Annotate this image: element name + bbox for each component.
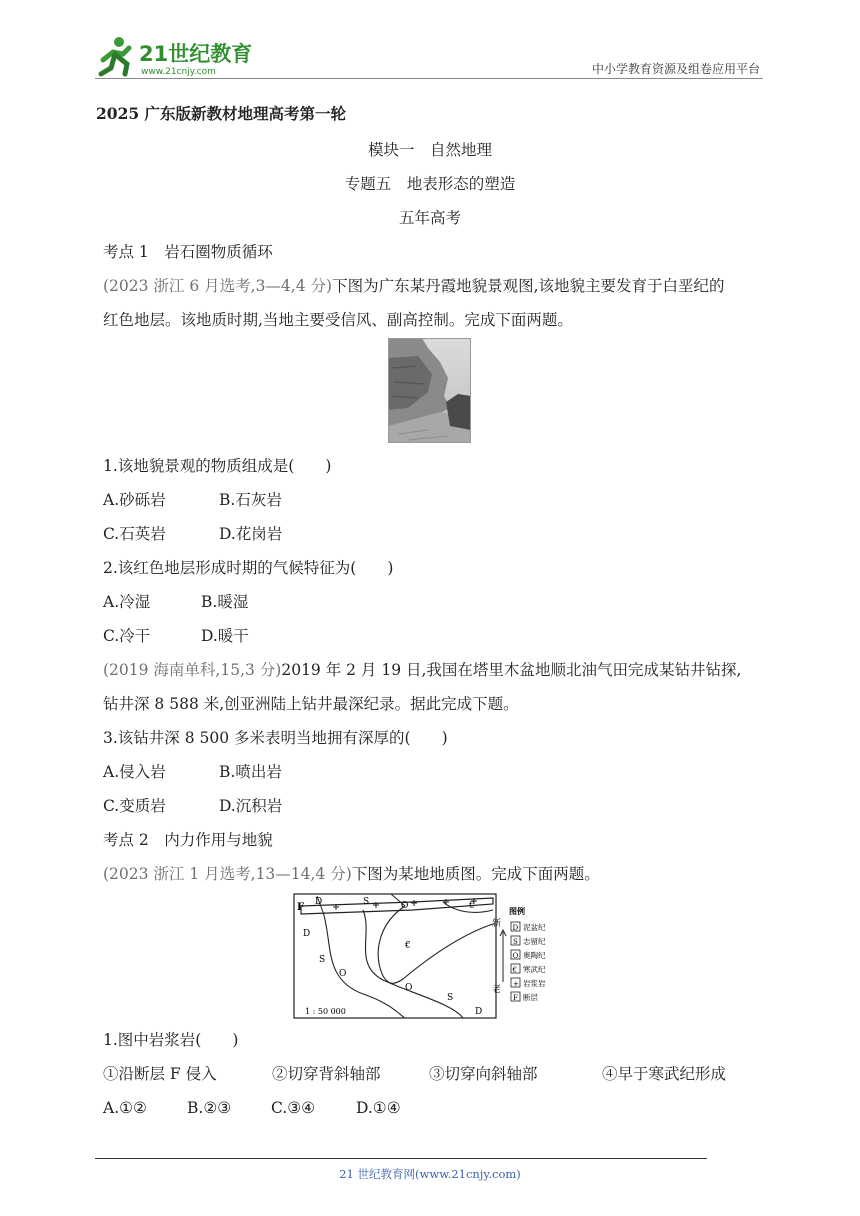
src3-text: 下图为某地地质图。完成下面两题。 bbox=[351, 865, 600, 883]
module-title: 模块一 自然地理 bbox=[367, 141, 492, 159]
region-o-left: O bbox=[339, 969, 347, 979]
footer-divider bbox=[95, 1158, 707, 1159]
legend-item-magma bbox=[511, 978, 546, 988]
src1-tag: (2023 浙江 6 月选考,3—4,4 分) bbox=[103, 277, 333, 295]
q3-option-a: A.侵入岩 bbox=[103, 763, 166, 781]
region-d-bottom: D bbox=[475, 1007, 483, 1017]
q4-option-d: D.①④ bbox=[356, 1099, 401, 1117]
q4-option-c: C.③④ bbox=[271, 1099, 316, 1117]
map-scale: 1 : 50 000 bbox=[305, 1007, 346, 1016]
src2-tag: (2019 海南单科,15,3 分) bbox=[103, 661, 282, 679]
age-new-label: 新 bbox=[492, 919, 502, 929]
footer-link[interactable]: 21 世纪教育网(www.21cnjy.com) bbox=[339, 1167, 521, 1181]
q1-option-b: B.石灰岩 bbox=[219, 491, 282, 509]
region-s-bottom: S bbox=[447, 993, 454, 1003]
q1-option-c: C.石英岩 bbox=[103, 525, 166, 543]
logo-url: www.21cnjy.com bbox=[141, 67, 216, 77]
q1-option-a: A.砂砾岩 bbox=[103, 491, 166, 509]
doc-heading: 2025 广东版新教材地理高考第一轮 bbox=[96, 104, 347, 123]
question-3: 3.该钻井深 8 500 多米表明当地拥有深厚的( ) bbox=[103, 729, 448, 747]
src3-line1 bbox=[103, 864, 600, 884]
q3-option-c: C.变质岩 bbox=[103, 797, 166, 815]
runner-icon bbox=[101, 37, 129, 74]
svg-text:志留纪: 志留纪 bbox=[523, 937, 546, 946]
question-4: 1.图中岩浆岩( ) bbox=[103, 1031, 239, 1049]
src1-line2: 红色地层。该地质时期,当地主要受信风、副高控制。完成下面两题。 bbox=[103, 311, 573, 329]
svg-text:F: F bbox=[513, 994, 518, 1002]
src2-line2: 钻井深 8 588 米,创亚洲陆上钻井最深纪录。据此完成下题。 bbox=[103, 695, 519, 713]
fault-label: F bbox=[297, 902, 305, 913]
svg-text:O: O bbox=[512, 952, 519, 960]
q2-option-a: A.冷湿 bbox=[103, 593, 151, 611]
svg-text:€: € bbox=[512, 966, 517, 974]
region-c-center: € bbox=[405, 941, 411, 951]
src1-line1 bbox=[103, 276, 725, 296]
svg-text:S: S bbox=[513, 938, 518, 946]
legend-item-silurian bbox=[511, 936, 546, 946]
q2-option-b: B.暖湿 bbox=[201, 593, 249, 611]
site-tagline: 中小学教育资源及组卷应用平台 bbox=[591, 62, 760, 76]
danxia-landform-photo bbox=[388, 338, 471, 443]
region-o-center: O bbox=[405, 983, 413, 993]
kp2-title: 考点 2 内力作用与地貌 bbox=[103, 831, 273, 849]
src1-text: 下图为广东某丹霞地貌景观图,该地貌主要发育于白垩纪的 bbox=[332, 277, 725, 295]
svg-text:岩浆岩: 岩浆岩 bbox=[523, 979, 546, 988]
svg-text:断层: 断层 bbox=[523, 993, 538, 1002]
src2-text: 2019 年 2 月 19 日,我国在塔里木盆地顺北油气田完成某钻井钻探, bbox=[281, 661, 742, 679]
region-s-top: S bbox=[363, 897, 370, 907]
q3-option-b: B.喷出岩 bbox=[219, 763, 282, 781]
q4-statement-3: ③切穿向斜轴部 bbox=[429, 1065, 538, 1083]
question-2: 2.该红色地层形成时期的气候特征为( ) bbox=[103, 559, 394, 577]
header-divider bbox=[95, 78, 763, 79]
region-d-left: D bbox=[303, 929, 311, 939]
legend-item-fault bbox=[511, 992, 538, 1002]
svg-text:D: D bbox=[512, 924, 519, 932]
legend bbox=[511, 922, 546, 1002]
geological-map bbox=[293, 884, 563, 1020]
svg-text:+: + bbox=[513, 980, 519, 988]
q3-option-d: D.沉积岩 bbox=[219, 797, 283, 815]
region-o-top: O bbox=[401, 901, 409, 911]
kp1-title: 考点 1 岩石圈物质循环 bbox=[103, 243, 273, 261]
region-d-top: D bbox=[315, 897, 323, 907]
question-1: 1.该地貌景观的物质组成是( ) bbox=[103, 457, 332, 475]
age-old-label: 老 bbox=[492, 985, 502, 995]
svg-text:奥陶纪: 奥陶纪 bbox=[523, 951, 546, 960]
q4-option-a: A.①② bbox=[103, 1099, 147, 1117]
svg-text:寒武纪: 寒武纪 bbox=[523, 965, 546, 974]
q2-option-d: D.暖干 bbox=[201, 627, 249, 645]
q1-option-d: D.花岗岩 bbox=[219, 525, 283, 543]
topic-title: 专题五 地表形态的塑造 bbox=[344, 175, 516, 193]
region-c-top: € bbox=[469, 901, 475, 911]
src2-line1 bbox=[103, 660, 741, 680]
region-s-left: S bbox=[319, 955, 326, 965]
legend-item-cambrian bbox=[511, 964, 546, 974]
q4-statement-4: ④早于寒武纪形成 bbox=[602, 1065, 727, 1083]
q4-option-b: B.②③ bbox=[187, 1099, 232, 1117]
src3-tag: (2023 浙江 1 月选考,13—14,4 分) bbox=[103, 865, 352, 883]
q2-option-c: C.冷干 bbox=[103, 627, 151, 645]
logo-text: 21世纪教育 bbox=[139, 42, 253, 66]
legend-title: 图例 bbox=[509, 906, 525, 916]
q4-statement-2: ②切穿背斜轴部 bbox=[272, 1065, 381, 1083]
legend-item-devonian bbox=[511, 922, 546, 932]
site-logo bbox=[95, 34, 265, 78]
section-title: 五年高考 bbox=[398, 209, 461, 227]
q4-statement-1: ①沿断层 F 侵入 bbox=[103, 1065, 217, 1083]
legend-item-ordovician bbox=[511, 950, 546, 960]
svg-text:泥盆纪: 泥盆纪 bbox=[523, 923, 546, 932]
